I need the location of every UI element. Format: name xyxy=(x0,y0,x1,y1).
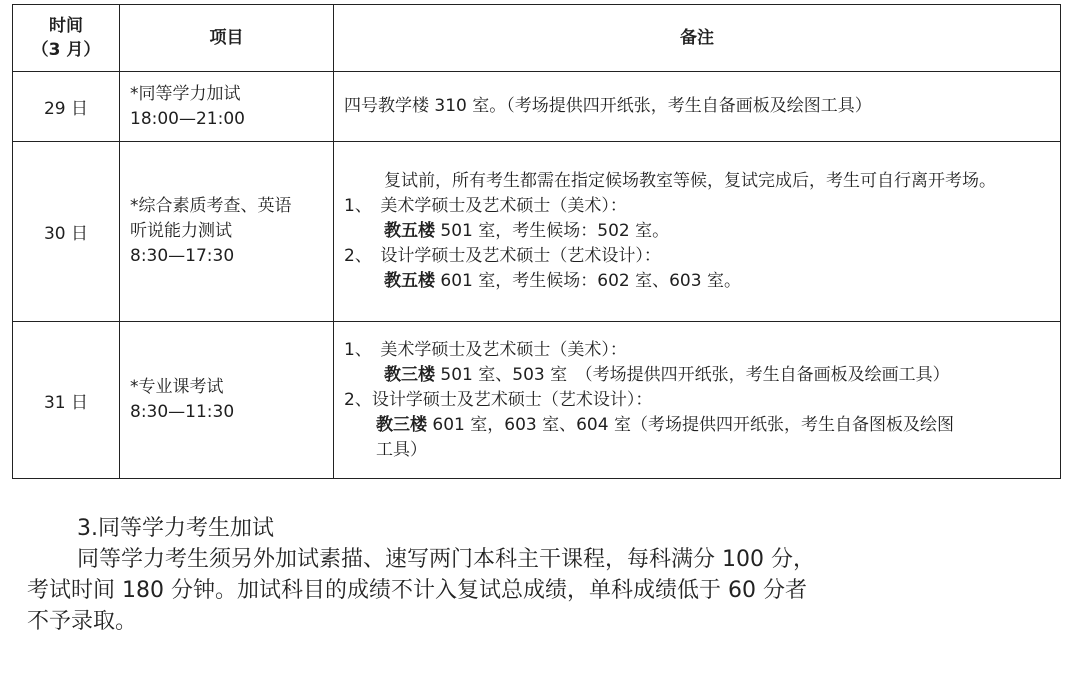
item-line: 8:30—17:30 xyxy=(130,246,235,266)
room-detail: 501 室、503 室 （考场提供四开纸张，考生自备画板及绘画工具） xyxy=(435,364,950,385)
remark-item-label: 2、设计学硕士及艺术硕士（艺术设计）： xyxy=(344,389,653,410)
section-body-line: 不予录取。 xyxy=(27,609,138,634)
remark-item-detail xyxy=(344,219,1052,244)
date-cell: 29 日 xyxy=(13,72,120,142)
table-row xyxy=(13,72,1061,142)
exam-schedule-table xyxy=(12,4,1061,479)
remark-item-detail xyxy=(344,413,1052,438)
remark-item-label: 2、 设计学硕士及艺术硕士（艺术设计）： xyxy=(344,246,661,266)
room-detail: 501 室，考生候场：502 室。 xyxy=(435,221,670,241)
remark-cell xyxy=(334,142,1061,322)
remark-intro: 复试前，所有考生都需在指定候场教室等候，复试完成后，考生可自行离开考场。 xyxy=(384,171,996,191)
remark-cell xyxy=(334,72,1061,142)
header-time-line1: 时间 xyxy=(49,16,83,36)
room-detail: 601 室，考生候场：602 室、603 室。 xyxy=(435,271,741,291)
header-time-line2: （3 月） xyxy=(31,40,101,60)
date-cell: 31 日 xyxy=(13,322,120,479)
room-detail: 601 室，603 室、604 室（考场提供四开纸张，考生自备图板及绘图 xyxy=(427,414,954,435)
table-row xyxy=(13,142,1061,322)
item-cell xyxy=(120,142,334,322)
header-remark: 备注 xyxy=(334,5,1061,72)
building-name: 教五楼 xyxy=(384,271,435,291)
date-cell: 30 日 xyxy=(13,142,120,322)
header-item: 项目 xyxy=(120,5,334,72)
remark-item-label: 1、 美术学硕士及艺术硕士（美术）： xyxy=(344,339,627,360)
remark-line: 四号教学楼 310 室。（考场提供四开纸张，考生自备画板及绘图工具） xyxy=(344,96,872,116)
table-row xyxy=(13,322,1061,479)
building-name: 教三楼 xyxy=(376,414,427,435)
section-equivalent-exam xyxy=(27,513,1057,637)
building-name: 教三楼 xyxy=(384,364,435,385)
item-line: 8:30—11:30 xyxy=(130,402,235,422)
item-line: 听说能力测试 xyxy=(130,221,232,241)
item-line: 18:00—21:00 xyxy=(130,108,245,129)
section-title: 3.同等学力考生加试 xyxy=(77,516,274,541)
remark-item-label: 1、 美术学硕士及艺术硕士（美术）： xyxy=(344,196,627,216)
remark-item-detail xyxy=(344,269,1052,294)
section-body-line: 同等学力考生须另外加试素描、速写两门本科主干课程，每科满分 100 分， xyxy=(77,547,815,572)
remark-item-detail xyxy=(344,363,1052,388)
remark-cell xyxy=(334,322,1061,479)
item-line: *综合素质考查、英语 xyxy=(130,196,292,216)
item-line: *专业课考试 xyxy=(130,377,224,397)
building-name: 教五楼 xyxy=(384,221,435,241)
remark-item-wrap: 工具） xyxy=(376,439,427,460)
item-cell xyxy=(120,322,334,479)
section-body-line: 考试时间 180 分钟。加试科目的成绩不计入复试总成绩，单科成绩低于 60 分者 xyxy=(27,578,807,603)
header-time xyxy=(13,5,120,72)
item-line: *同等学力加试 xyxy=(130,83,241,104)
item-cell xyxy=(120,72,334,142)
table-header-row xyxy=(13,5,1061,72)
